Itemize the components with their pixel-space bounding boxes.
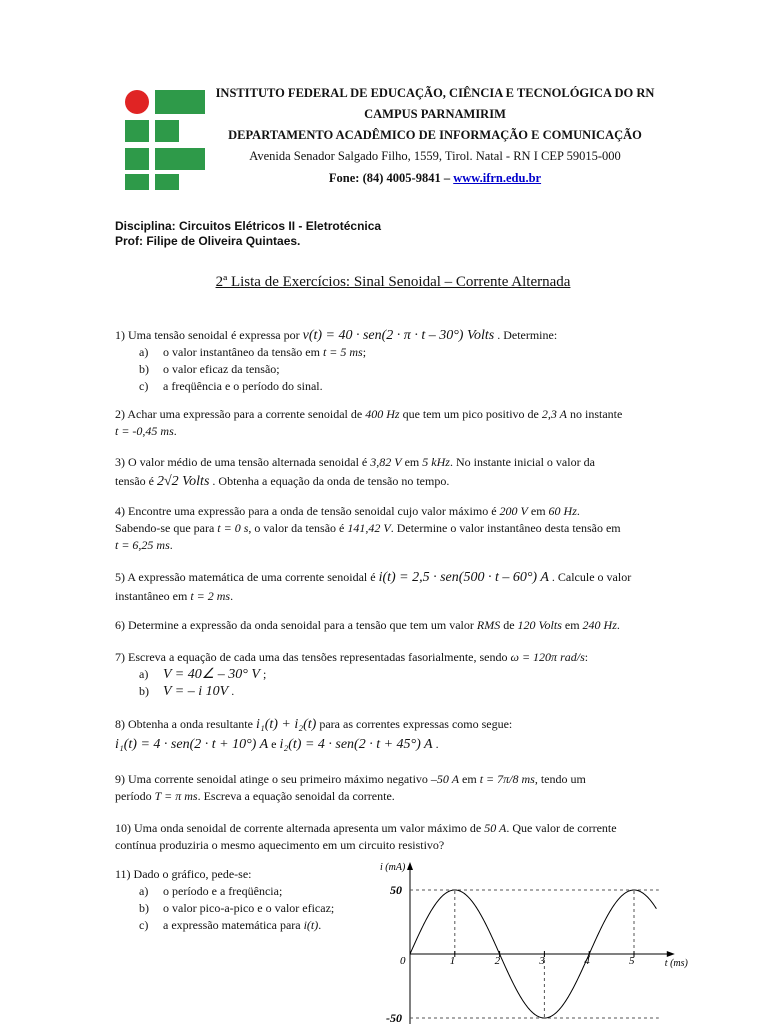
logo-block bbox=[125, 174, 149, 190]
text: período bbox=[115, 789, 155, 803]
text: . Que valor de corrente bbox=[506, 821, 617, 835]
y-tick-label: 50 bbox=[390, 883, 402, 897]
text: . Calcule o valor bbox=[548, 570, 632, 584]
question-5 bbox=[115, 569, 675, 605]
q11-a-text: o período e a freqüência; bbox=[163, 884, 283, 898]
y-axis-label: i (mA) bbox=[380, 862, 406, 873]
text: para as correntes expressas como segue: bbox=[316, 717, 513, 731]
logo-block bbox=[125, 120, 149, 142]
value: ω = 120π rad/s bbox=[510, 650, 585, 664]
professor: Prof: Filipe de Oliveira Quintaes. bbox=[115, 234, 301, 248]
text: 9) Uma corrente senoidal atinge o seu primeiro máximo negativo bbox=[115, 772, 431, 786]
question-4 bbox=[115, 503, 675, 554]
x-tick-label: 4 bbox=[584, 955, 590, 967]
q1-a-value: t = 5 ms bbox=[322, 345, 363, 359]
website-link[interactable]: www.ifrn.edu.br bbox=[453, 171, 542, 185]
q1-expression: v(t) = 40 · sen(2 · π · t – 30°) Volts bbox=[302, 328, 495, 343]
address: Avenida Senador Salgado Filho, 1559, Tirol. Natal - RN I CEP 59015-000 bbox=[249, 149, 621, 163]
item-label: c) bbox=[139, 379, 149, 393]
text: : bbox=[584, 650, 589, 664]
logo-block bbox=[155, 90, 205, 114]
text: . bbox=[318, 918, 322, 932]
q1-a-text: o valor instantâneo da tensão em bbox=[163, 345, 323, 359]
text: 6) Determine a expressão da onda senoidal para a tensão que tem um valor bbox=[115, 618, 477, 632]
text: . bbox=[616, 618, 620, 632]
q1-c-text: a freqüência e o período do sinal. bbox=[163, 379, 323, 393]
logo-block bbox=[155, 148, 205, 170]
question-11 bbox=[115, 866, 375, 934]
text: de bbox=[500, 618, 518, 632]
text: . No instante inicial o valor da bbox=[449, 455, 595, 469]
text: 2) Achar uma expressão para a corrente senoidal de bbox=[115, 407, 366, 421]
text: 3) O valor médio de uma tensão alternada senoidal é bbox=[115, 455, 371, 469]
logo-block bbox=[125, 148, 149, 170]
logo-block bbox=[155, 120, 179, 142]
text: 5) A expressão matemática de uma corrente senoidal é bbox=[115, 570, 379, 584]
q11-b-text: o valor pico-a-pico e o valor eficaz; bbox=[163, 901, 335, 915]
q8-i2: i₂(t) = 4 · sen(2 · t + 45°) A bbox=[279, 737, 433, 752]
q7-a-expression: V = 40∠ – 30° V bbox=[163, 667, 260, 682]
x-axis-arrow bbox=[667, 951, 675, 957]
q11-c-text: a expressão matemática para bbox=[163, 918, 304, 932]
text: no instante bbox=[567, 407, 623, 421]
item-label: a) bbox=[139, 345, 149, 359]
y-tick-label: -50 bbox=[386, 1011, 402, 1024]
value: 240 Hz bbox=[582, 618, 617, 632]
x-tick-label: 0 bbox=[400, 955, 406, 967]
q1-text-end: . Determine: bbox=[494, 328, 558, 342]
q8-i1: i₁(t) = 4 · sen(2 · t + 10°) A bbox=[115, 737, 269, 752]
item-label: b) bbox=[139, 901, 149, 915]
page-title: 2ª Lista de Exercícios: Sinal Senoidal – Corrente Alternada bbox=[215, 274, 571, 290]
x-tick-label: 1 bbox=[449, 955, 456, 967]
q7-b-expression: V = – i 10V bbox=[163, 684, 229, 699]
department-name: DEPARTAMENTO ACADÊMICO DE INFORMAÇÃO E COMUNICAÇÃO bbox=[228, 128, 642, 142]
text: 8) Obtenha a onda resultante bbox=[115, 717, 256, 731]
text: em bbox=[459, 772, 480, 786]
text: e bbox=[268, 737, 280, 751]
value: t = 6,25 ms bbox=[115, 538, 170, 552]
text: . bbox=[432, 737, 439, 751]
text: em bbox=[561, 618, 583, 632]
text: contínua produziria o mesmo aquecimento em um circuito resistivo? bbox=[115, 838, 445, 852]
discipline: Disciplina: Circuitos Elétricos II - Eletrotécnica bbox=[115, 219, 382, 233]
value: 5 kHz bbox=[422, 455, 450, 469]
question-2 bbox=[115, 406, 675, 440]
value: t = 2 ms bbox=[190, 589, 231, 603]
q1-text: 1) Uma tensão senoidal é expressa por bbox=[115, 328, 303, 342]
value: t = -0,45 ms bbox=[115, 424, 174, 438]
x-tick-label: 3 bbox=[539, 955, 545, 967]
contact-line bbox=[200, 171, 670, 186]
value: t = 0 s bbox=[217, 521, 249, 535]
text: ; bbox=[259, 667, 267, 681]
q11-c-value: i(t) bbox=[303, 918, 319, 932]
ifrn-logo bbox=[125, 90, 205, 190]
text: . bbox=[173, 424, 177, 438]
text: . bbox=[576, 504, 580, 518]
value: 60 Hz bbox=[548, 504, 577, 518]
value: 400 Hz bbox=[365, 407, 400, 421]
text: instantâneo em bbox=[115, 589, 191, 603]
question-6 bbox=[115, 617, 675, 634]
text: em bbox=[527, 504, 549, 518]
value: T = π ms bbox=[154, 789, 198, 803]
value: 200 V bbox=[499, 504, 528, 518]
item-label: a) bbox=[139, 884, 149, 898]
text: que tem um pico positivo de bbox=[399, 407, 542, 421]
text: em bbox=[401, 455, 423, 469]
value: 2√2 Volts bbox=[156, 474, 210, 489]
text: , o valor da tensão é bbox=[248, 521, 348, 535]
question-8 bbox=[115, 716, 675, 753]
text: 4) Encontre uma expressão para a onda de tensão senoidal cujo valor máximo é bbox=[115, 504, 500, 518]
q11-intro: 11) Dado o gráfico, pede-se: bbox=[115, 867, 252, 881]
x-axis-label: t (ms) bbox=[664, 958, 688, 969]
value: –50 A bbox=[430, 772, 460, 786]
value: t = 7π/8 ms bbox=[479, 772, 535, 786]
x-tick-label: 2 bbox=[494, 955, 501, 967]
graph-marks bbox=[380, 862, 689, 1024]
item-label: a) bbox=[139, 667, 149, 681]
q5-expression: i(t) = 2,5 · sen(500 · t – 60°) A bbox=[378, 570, 549, 585]
sine-graph bbox=[360, 856, 700, 1024]
y-axis-arrow bbox=[407, 862, 413, 870]
text: . bbox=[169, 538, 173, 552]
text: . Obtenha a equação da onda de tensão no tempo. bbox=[209, 474, 450, 488]
x-tick-label: 5 bbox=[629, 955, 635, 967]
phone: Fone: (84) 4005-9841 – bbox=[328, 171, 454, 185]
institution-name: INSTITUTO FEDERAL DE EDUCAÇÃO, CIÊNCIA E TECNOLÓGICA DO RN bbox=[215, 86, 655, 100]
text: , tendo um bbox=[534, 772, 586, 786]
text: 7) Escreva a equação de cada uma das tensões representadas fasorialmente, sendo bbox=[115, 650, 511, 664]
logo-block bbox=[155, 174, 179, 190]
logo-red-dot bbox=[125, 90, 149, 114]
value: 2,3 A bbox=[541, 407, 567, 421]
question-9 bbox=[115, 771, 675, 805]
item-label: b) bbox=[139, 684, 149, 698]
text: . Escreva a equação senoidal da corrente. bbox=[197, 789, 395, 803]
campus-name: CAMPUS PARNAMIRIM bbox=[364, 107, 506, 121]
value: 120 Volts bbox=[517, 618, 562, 632]
question-3 bbox=[115, 454, 675, 490]
text: . bbox=[228, 684, 235, 698]
text: tensão é bbox=[115, 474, 157, 488]
q8-expression: i₁(t) + i₂(t) bbox=[255, 717, 317, 732]
item-label: b) bbox=[139, 362, 149, 376]
value: 50 A bbox=[484, 821, 507, 835]
question-10 bbox=[115, 820, 675, 854]
text: Sabendo-se que para bbox=[115, 521, 218, 535]
value: 141,42 V bbox=[347, 521, 391, 535]
item-label: c) bbox=[139, 918, 149, 932]
question-7 bbox=[115, 649, 675, 700]
value: 3,82 V bbox=[370, 455, 402, 469]
text: . Determine o valor instantâneo desta tensão em bbox=[390, 521, 621, 535]
q1-b-text: o valor eficaz da tensão; bbox=[163, 362, 280, 376]
q1-a-end: ; bbox=[362, 345, 367, 359]
question-1 bbox=[115, 327, 675, 395]
text: 10) Uma onda senoidal de corrente alternada apresenta um valor máximo de bbox=[115, 821, 485, 835]
value: RMS bbox=[476, 618, 501, 632]
text: . bbox=[230, 589, 234, 603]
